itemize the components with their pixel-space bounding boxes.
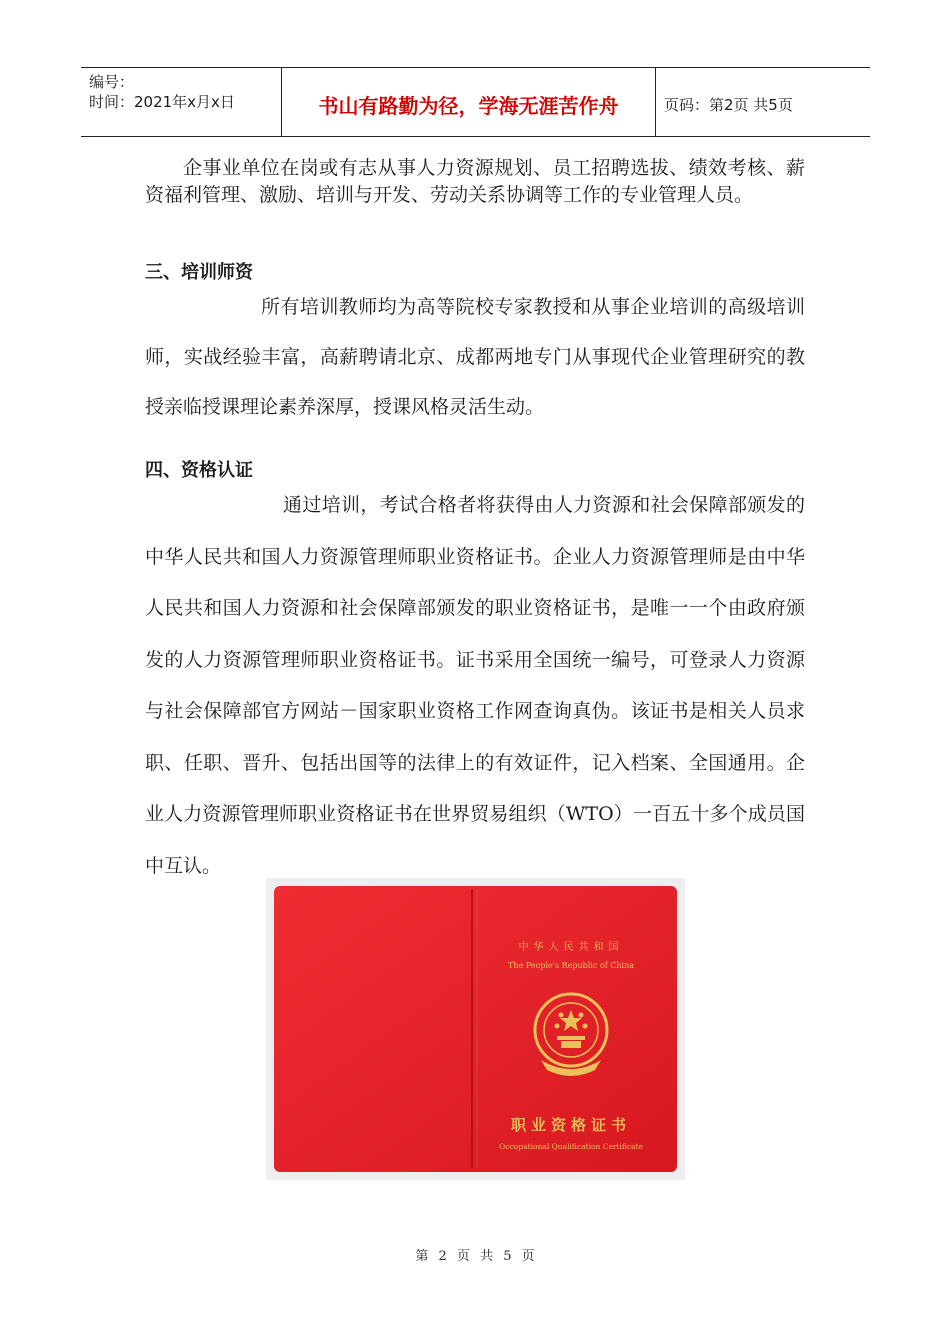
- section4-heading: 四、资格认证: [145, 460, 253, 481]
- section3-paragraph: 所有培训教师均为高等院校专家教授和从事企业培训的高级培训师，实战经验丰富，高薪聘请北京、成都两地专门从事现代企业管理研究的教授亲临授课理论素养深厚，授课风格灵活生动。: [145, 296, 805, 418]
- header-motto: 书山有路勤为径，学海无涯苦作舟: [282, 68, 656, 136]
- cover-title-en: Occupational Qualification Certificate: [498, 1142, 644, 1151]
- page-footer: 第 2 页 共 5 页: [415, 1249, 535, 1264]
- number-label: 编号：: [89, 73, 135, 91]
- date-label: 时间：2021年x月x日: [89, 93, 235, 111]
- cover-country-cn: 中华人民共和国: [518, 942, 624, 953]
- page-header: [81, 67, 870, 137]
- cover-country-en: The People's Republic of China: [508, 961, 634, 970]
- section4-paragraph: 通过培训，考试合格者将获得由人力资源和社会保障部颁发的中华人民共和国人力资源管理师职业资格证书。企业人力资源管理师是由中华人民共和国人力资源和社会保障部颁发的职业资格证书，是唯一一个由政府颁发的人力资源管理师职业资格证书。证书采用全国统一编号，可登录人力资源与社会保障部官方网站－国家职业资格工作网查询真伪。该证书是相关人员求职、任职、晋升、包括出国等的法律上的有效证件，记入档案、全国通用。企业人力资源管理师职业资格证书在世界贸易组织（WTO）一百五十多个成员国中互认。: [145, 494, 805, 877]
- certificate-photo: [266, 878, 685, 1180]
- header-meta-cell: [81, 68, 282, 136]
- header-page-label: 页码：第2页 共5页: [664, 95, 793, 114]
- section3-heading: 三、培训师资: [145, 262, 253, 283]
- intro-paragraph: 企事业单位在岗或有志从事人力资源规划、员工招聘选拔、绩效考核、薪资福利管理、激励、培训与开发、劳动关系协调等工作的专业管理人员。: [145, 157, 805, 206]
- cover-title-cn: 职业资格证书: [510, 1116, 632, 1134]
- certificate-cover-illustration: [266, 878, 685, 1180]
